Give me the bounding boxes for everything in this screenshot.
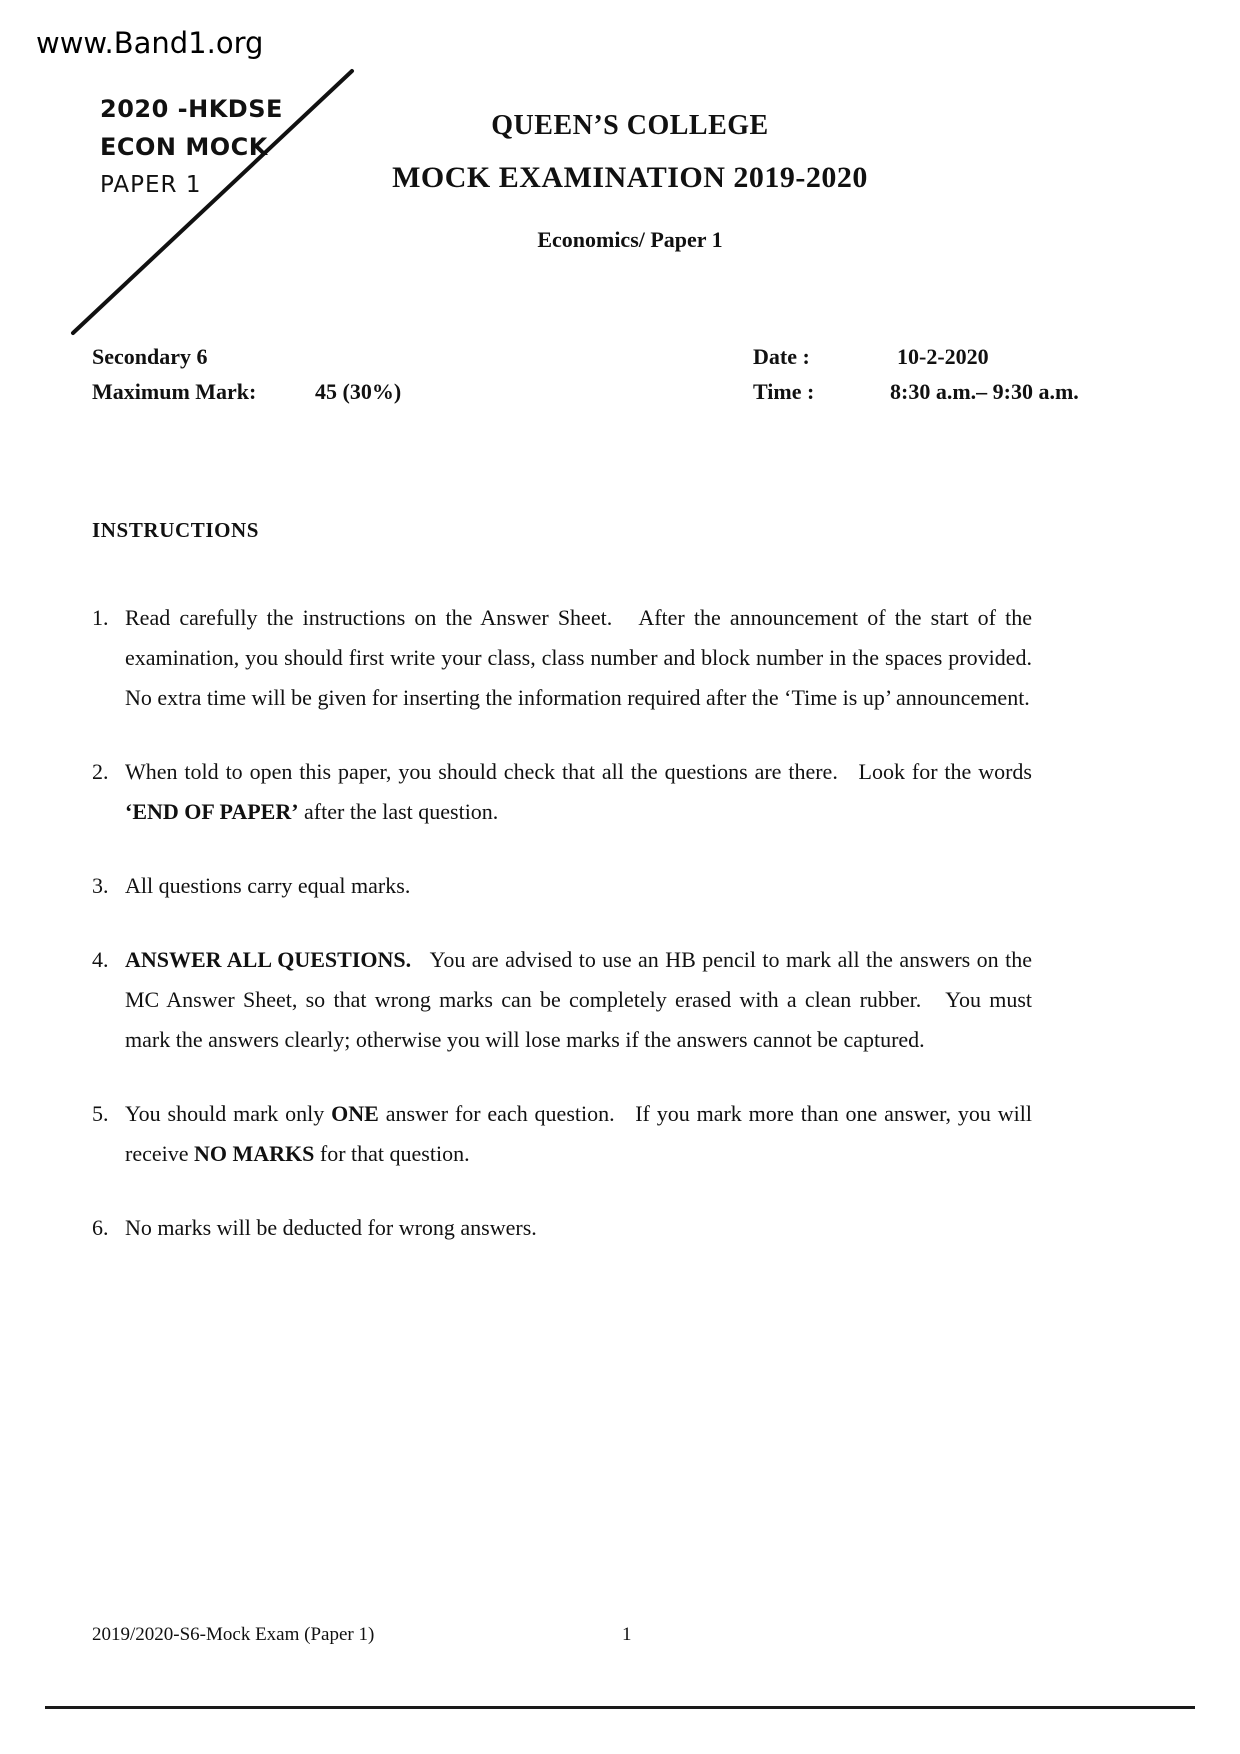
instruction-text-bold-segment: ONE [331, 1101, 379, 1126]
time-value: 8:30 a.m.– 9:30 a.m. [890, 379, 1079, 404]
instruction-text-bold-segment: ‘END OF PAPER’ [125, 799, 299, 824]
instruction-text-bold-segment: ANSWER ALL QUESTIONS. [125, 947, 412, 972]
instruction-text-segment: for that question. [314, 1141, 470, 1166]
footer-page-number: 1 [622, 1624, 632, 1645]
instructions-heading: INSTRUCTIONS [92, 518, 260, 542]
site-watermark: www.Band1.org [36, 26, 264, 60]
footer-document-id: 2019/2020-S6-Mock Exam (Paper 1) [92, 1624, 375, 1645]
instruction-text [125, 866, 1032, 906]
class-level: Secondary 6 [92, 344, 208, 369]
instruction-item [92, 1094, 1038, 1174]
instruction-text [125, 1094, 1038, 1174]
instruction-number: 2. [92, 759, 109, 784]
instruction-text-bold-segment: NO MARKS [194, 1141, 315, 1166]
instruction-text-segment: You are advised to use an HB pencil to mark all the answers on the MC Answer Sheet, so that wrong marks can be completely erased with a clean rubber. You must mark the answers clearly; otherwise you will lose marks if the answers cannot be captured. [125, 947, 1038, 1052]
corner-label-line3: PAPER 1 [100, 172, 202, 198]
school-name: QUEEN’S COLLEGE [491, 110, 769, 141]
instruction-text [125, 598, 1049, 718]
instruction-item [92, 940, 1038, 1060]
instruction-text-segment: All questions carry equal marks. [125, 873, 411, 898]
instruction-number: 6. [92, 1215, 109, 1240]
max-mark-label: Maximum Mark: [92, 379, 257, 404]
time-label: Time : [753, 379, 815, 404]
instruction-text [125, 940, 1038, 1060]
corner-label-line1: 2020 -HKDSE [100, 95, 283, 123]
corner-label-line2: ECON MOCK [100, 133, 268, 161]
date-label: Date : [753, 344, 810, 369]
subject-title: Economics/ Paper 1 [537, 227, 723, 252]
instruction-number: 3. [92, 873, 109, 898]
instruction-item [92, 866, 1032, 906]
instruction-number: 1. [92, 605, 109, 630]
footer-rule [45, 1706, 1195, 1709]
instruction-item [92, 1208, 1032, 1248]
instruction-text [125, 752, 1038, 832]
date-value: 10-2-2020 [897, 344, 989, 369]
instruction-number: 4. [92, 947, 109, 972]
exam-title: MOCK EXAMINATION 2019-2020 [392, 161, 868, 194]
instruction-text-segment: You should mark only [125, 1101, 332, 1126]
instruction-text-segment: No marks will be deducted for wrong answers. [125, 1215, 537, 1240]
instruction-text-segment: answer for each question. If you mark more than one answer, you will receive [125, 1101, 1038, 1166]
instructions-list [92, 598, 1049, 1282]
max-mark-value: 45 (30%) [315, 379, 402, 404]
instruction-text-segment: When told to open this paper, you should check that all the questions are there. Look for the words [125, 759, 1038, 784]
instruction-text-segment: Read carefully the instructions on the Answer Sheet. After the announcement of the start of the examination, you should first write your class, class number and block number in the spaces provided. No extra time will be given for inserting the information required after the ‘Time is up’ announcement. [125, 605, 1049, 710]
instruction-number: 5. [92, 1101, 109, 1126]
instruction-item [92, 752, 1038, 832]
instruction-item [92, 598, 1049, 718]
instruction-text [125, 1208, 1032, 1248]
instruction-text-segment: after the last question. [298, 799, 499, 824]
